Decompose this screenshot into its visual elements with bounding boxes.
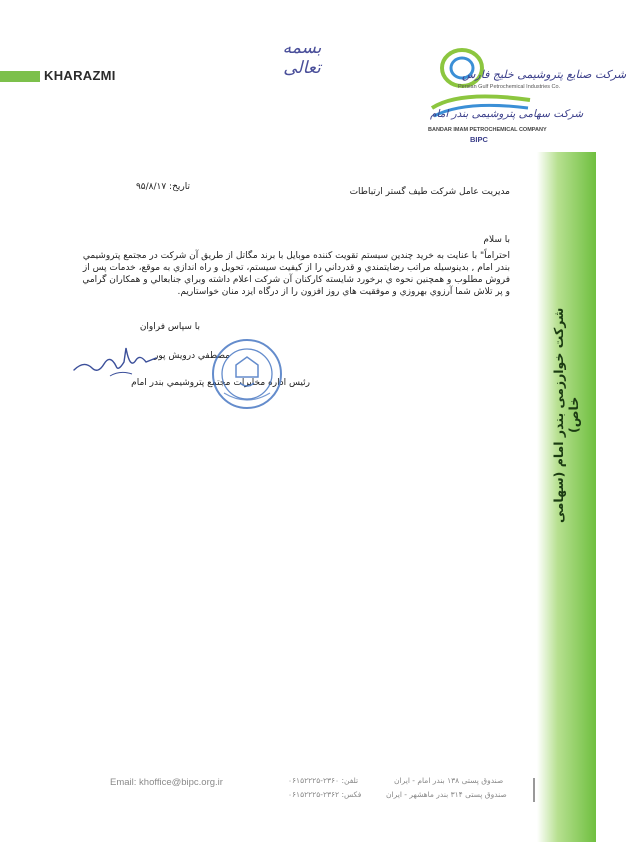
letter-heading: بسمه تعالی [282,38,322,78]
letter-greeting: با سلام [483,235,510,245]
company2-name-en: BANDAR IMAM PETROCHEMICAL COMPANY [428,127,547,133]
company1-name-fa: شرکت صنایع پتروشیمی خلیج فارس [462,68,626,81]
company2-abbr: BIPC [470,135,488,144]
footer-fax: فکس: ۲۳۶۲-۰۶۱۵۲۲۲۵ [288,790,362,799]
handwritten-signature [70,340,160,380]
side-stripe-company-name: شرکت خوارزمی بندر امام (سهامی خاص) [551,307,581,523]
signer-name: مصطفي درويش پور [154,351,230,361]
footer-po-box-2: صندوق پستی ۳۱۴ بندر ماهشهر - ایران [386,790,507,799]
footer-email: Email: khoffice@bipc.org.ir [110,777,223,788]
footer-phone: تلفن: ۲۳۶۰-۰۶۱۵۲۲۲۵ [288,776,359,785]
footer-po-box-1: صندوق پستی ۱۳۸ بندر امام - ایران [394,776,504,785]
letter-addressee: مديريت عامل شركت طيف گستر ارتباطات [349,187,510,197]
brand-name: KHARAZMI [44,68,116,83]
letter-body-paragraph: احتراماً" با عنايت به خريد چندين سيستم تقويت كننده موبايل با برند مگاتل از طريق آن شركت در مجتمع پتروشيمي بندر امام , بدينوسيله مراتب رضايتمندي و قدرداني را از كيفيت سيستم، تحويل و راه اندازي به موقع، خدمات پس از فروش مطلوب و همچنين نحوه ي برخورد شايسته كاركنان آن شركت اعلام داشته وبراي جنابعالي و همكاران گرامي و پر تلاش شما آرزوي بهروزي و موفقيت هاي روز افزون را از درگاه ايزد منان خواستاريم. [82,251,510,297]
header-green-bar [0,71,40,82]
company1-name-en: Persian Gulf Petrochemical Industries Co. [458,84,561,90]
letter-closing: با سپاس فراوان [139,322,200,332]
signer-title: رئيس اداره مخابرات مجتمع پتروشيمي بندر امام [131,378,310,388]
official-seal-stamp [210,337,284,411]
company2-name-fa: شرکت سهامی پتروشیمی بندر امام [430,108,584,120]
letter-date: تاریخ: ۹۵/۸/۱۷ [135,182,190,192]
footer-divider [533,778,535,802]
